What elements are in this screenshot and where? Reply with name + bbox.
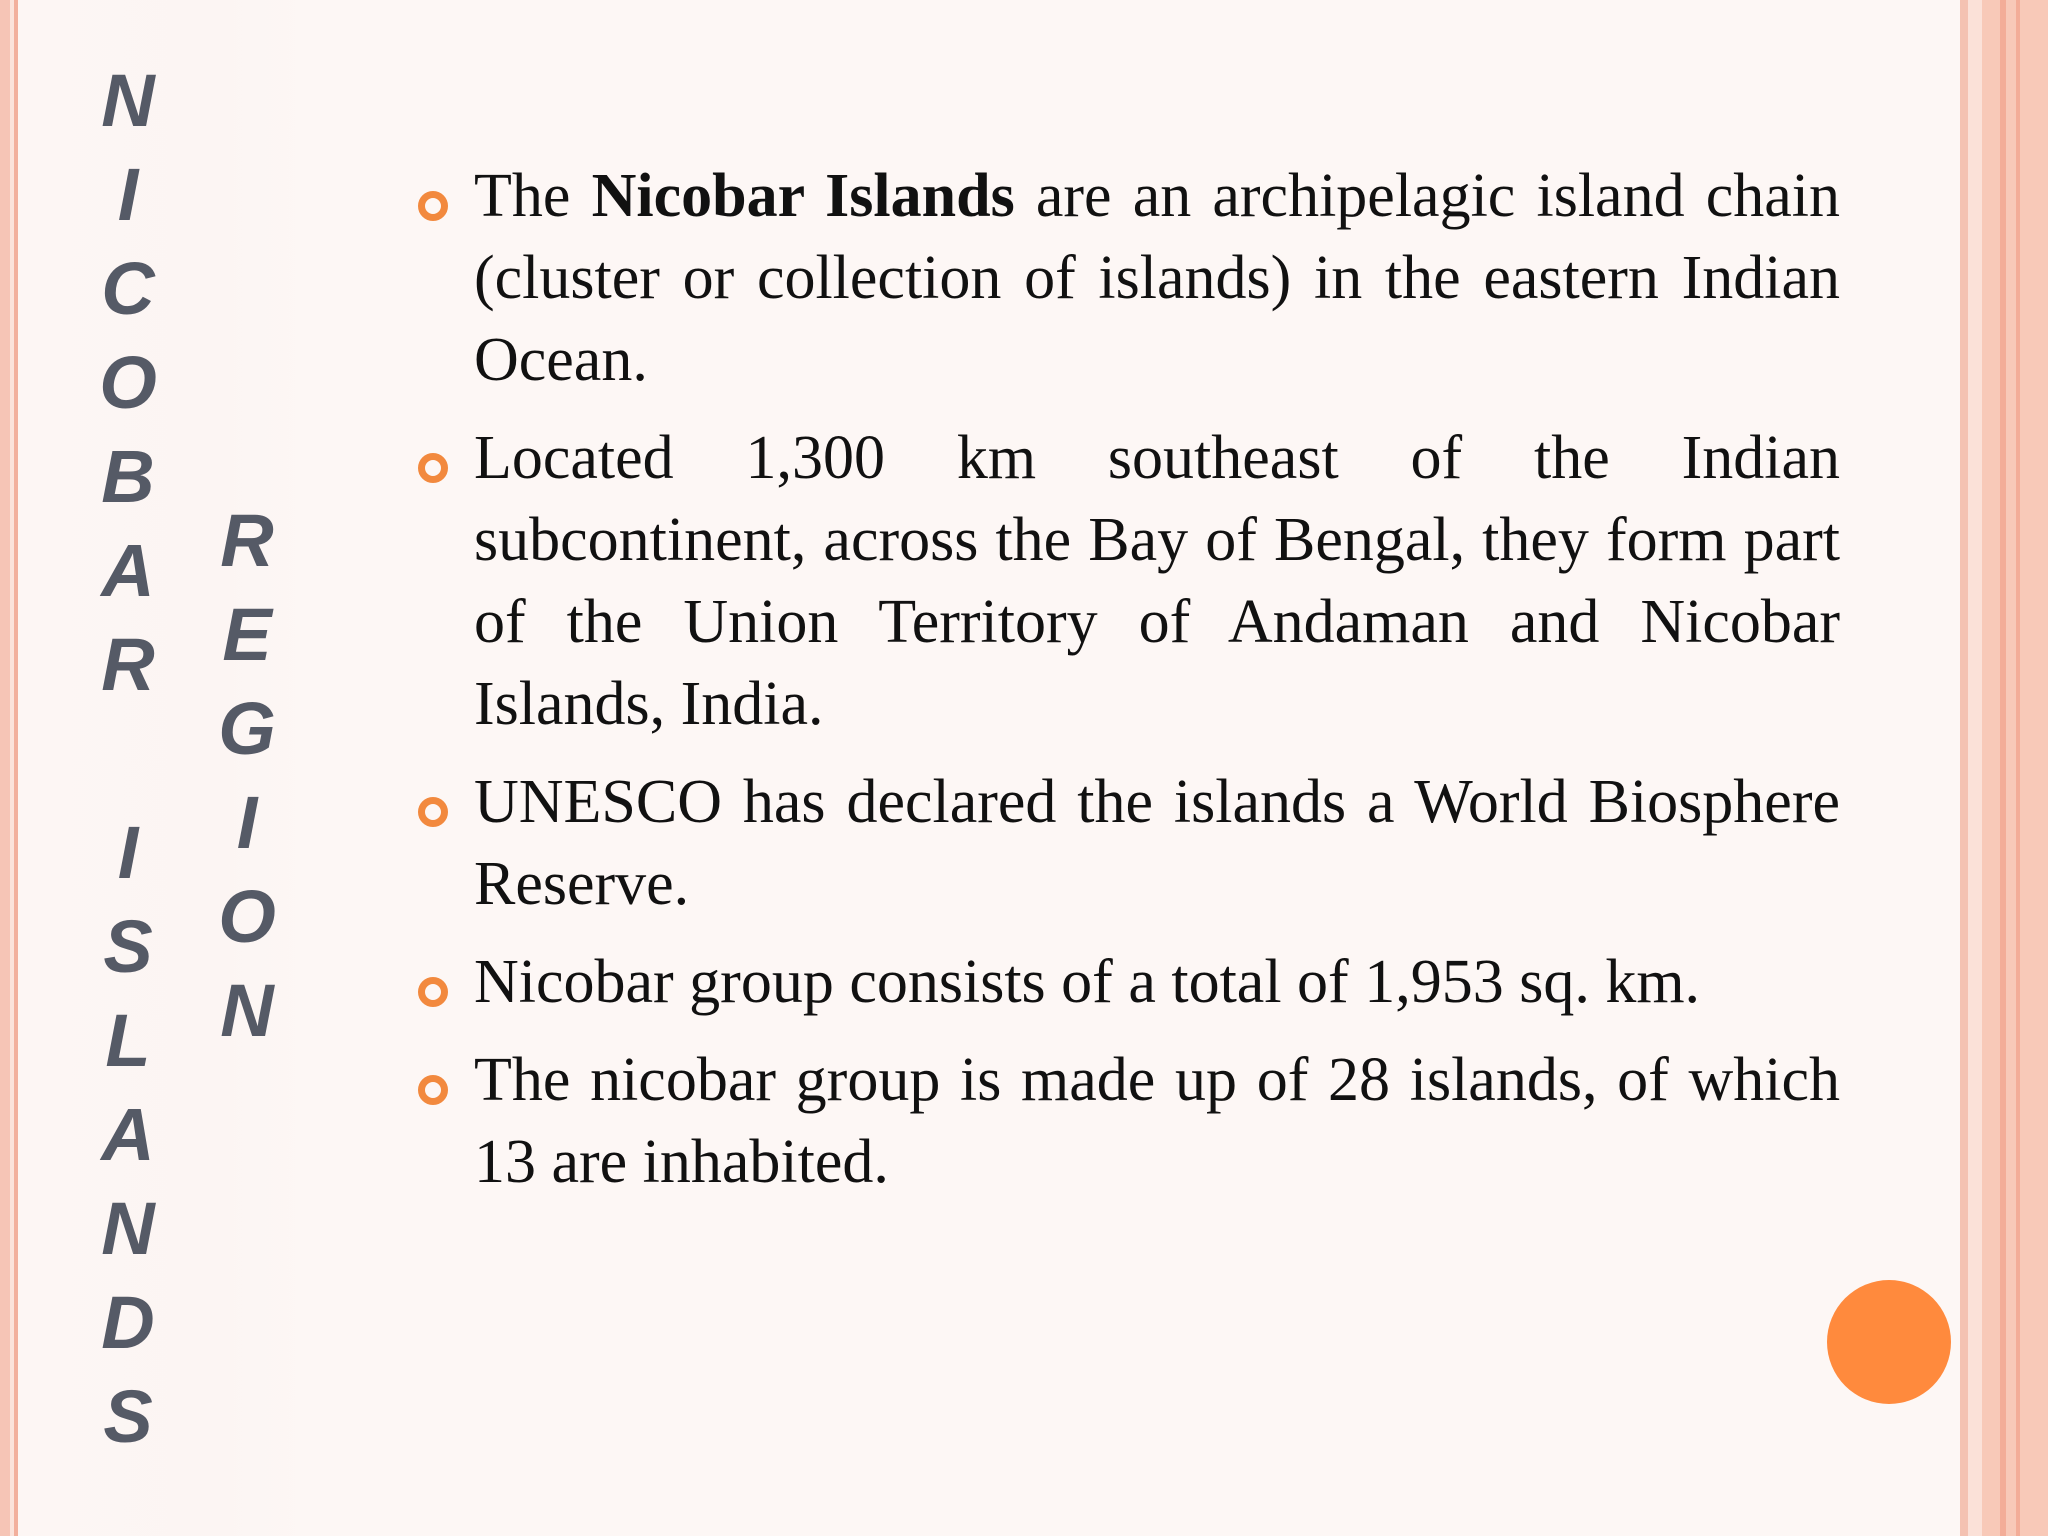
title-letter: S <box>103 905 153 988</box>
title-letter: E <box>222 593 272 676</box>
circle-bullet-icon <box>418 977 448 1007</box>
right-border-band <box>1982 0 2048 1536</box>
circle-bullet-icon <box>418 797 448 827</box>
bullet-text: Nicobar group consists of a total of 1,953 sq. km. <box>474 948 1701 1016</box>
bullet-list <box>410 155 1840 1219</box>
bullet-item <box>410 417 1840 745</box>
vertical-title-region <box>207 494 287 1058</box>
bullet-text: are an archipelagic island chain (cluster or collection of islands) in the eastern Indian Ocean. <box>474 162 1840 394</box>
title-letter: L <box>105 999 151 1082</box>
title-letter: B <box>101 435 155 518</box>
title-letter: D <box>101 1281 155 1364</box>
circle-bullet-icon <box>418 191 448 221</box>
right-border-stripe-light <box>1968 0 1982 1536</box>
title-letter: R <box>220 499 274 582</box>
bullet-text: Located 1,300 km southeast of the Indian subcontinent, across the Bay of Bengal, they form part of the Union Territory of Andaman and Nicobar Islands, India. <box>474 424 1840 738</box>
vertical-title-nicobar-islands <box>88 54 168 1464</box>
bullet-bold-text: Nicobar Islands <box>591 162 1015 230</box>
left-border-stripe <box>0 0 10 1536</box>
title-letter: I <box>236 781 258 864</box>
bullet-text: UNESCO has declared the islands a World Biosphere Reserve. <box>474 768 1840 918</box>
title-letter: A <box>101 529 155 612</box>
title-letter: C <box>101 247 155 330</box>
right-border-stripe <box>1960 0 1968 1536</box>
right-border-line <box>2016 0 2020 1536</box>
bullet-text: The <box>474 162 592 230</box>
bullet-item <box>410 155 1840 401</box>
bullet-item <box>410 761 1840 925</box>
title-letter: O <box>218 875 276 958</box>
bullet-text: The nicobar group is made up of 28 islands, of which 13 are inhabited. <box>474 1046 1840 1196</box>
bullet-item <box>410 1039 1840 1203</box>
title-letter: N <box>101 59 155 142</box>
bullet-item <box>410 941 1840 1023</box>
title-letter: S <box>103 1375 153 1458</box>
decorative-orange-circle <box>1827 1280 1951 1404</box>
title-letter: O <box>99 341 157 424</box>
circle-bullet-icon <box>418 453 448 483</box>
title-letter: N <box>220 969 274 1052</box>
title-word-gap <box>88 712 168 806</box>
right-border-line <box>2000 0 2006 1536</box>
circle-bullet-icon <box>418 1075 448 1105</box>
title-letter: I <box>117 811 139 894</box>
title-letter: A <box>101 1093 155 1176</box>
title-letter: I <box>117 153 139 236</box>
title-letter: N <box>101 1187 155 1270</box>
title-letter: G <box>218 687 276 770</box>
title-letter: R <box>101 623 155 706</box>
